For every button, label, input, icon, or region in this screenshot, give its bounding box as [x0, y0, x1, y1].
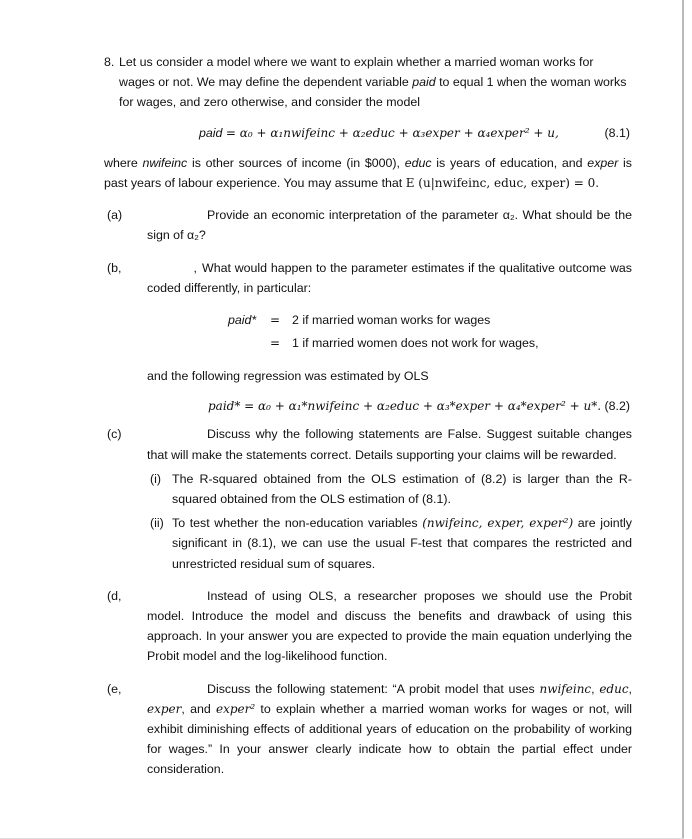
question-intro — [104, 52, 632, 113]
case-2-equals: = — [270, 336, 281, 351]
intro-text-2: to equal 1 when the woman works for wages, and zero otherwise, and consider the model — [119, 75, 627, 110]
where-text-2: is other sources of income (in $000), — [191, 155, 400, 170]
part-b — [104, 258, 632, 417]
equation-8-2-label: (8.2) — [604, 399, 630, 414]
statement-i — [147, 469, 632, 509]
part-c — [104, 424, 632, 573]
part-a-label: (a) — [107, 208, 123, 223]
eq1-lhs: paid — [199, 125, 223, 140]
part-d — [104, 586, 632, 667]
part-e-var-educ: educ — [599, 681, 629, 696]
part-e: (e, Discuss the following statement: “A probit model that uses nwifeinc, educ, exper, and exper² to explain whether a married woman works for wages or not, will exhibit diminishing effects of additional years of education on the probability of working for wages.” In your answer clearly indicate how to obtain the partial effect under consideration. — [104, 679, 632, 780]
var-educ: educ — [404, 155, 432, 170]
part-e-var-exper-sq: exper² — [215, 701, 256, 716]
part-b-text: What would happen to the parameter estimates if the qualitative outcome was coded differently, in particular: — [147, 260, 632, 295]
part-e-var-nwifeinc: nwifeinc — [539, 681, 592, 696]
statement-i-text: The R-squared obtained from the OLS estimation of (8.2) is larger than the R-squared obtained from the OLS estimation of (8.1). — [172, 471, 632, 507]
statement-ii-math: (nwifeinc, exper, exper²) — [422, 516, 574, 531]
part-a — [104, 205, 632, 245]
page-right-border — [682, 0, 684, 839]
part-c-text: Discuss why the following statements are False. Suggest suitable changes that will make the statements correct. Details supporting your claims will be rewarded. — [147, 427, 632, 462]
equation-8-1-label: (8.1) — [604, 125, 630, 140]
equation-8-1-body — [199, 123, 559, 143]
case-2: 1 if married women does not work for wages, — [292, 336, 539, 351]
coding-cases — [147, 310, 632, 354]
part-e-text-2: to explain whether a married woman works for wages or not, will exhibit diminishing effects of additional years of education on the probability of working for wages.” In your answer clearly indicate how to obtain the partial effect under consideration. — [147, 701, 632, 777]
where-text-1: where — [104, 155, 138, 170]
variable-definitions — [104, 153, 632, 193]
part-a-text: Provide an economic interpretation of the parameter α₂. What should be the sign of α₂? — [147, 208, 632, 243]
question-page — [104, 52, 632, 780]
part-b-after: and the following regression was estimated by OLS — [147, 369, 429, 384]
case-lhs: paid* — [228, 313, 257, 328]
question-number: 8. — [104, 55, 115, 69]
var-nwifeinc: nwifeinc — [142, 155, 188, 170]
where-text-3: is years of education, and — [436, 155, 583, 170]
where-text-4: is past years of labour experience. You may assume that — [104, 155, 632, 190]
intro-paid-var: paid — [412, 75, 436, 90]
part-b-label: (b, — [107, 260, 122, 275]
case-1-equals: = — [270, 313, 281, 328]
part-c-statements — [147, 469, 632, 574]
statement-ii-text-2: are jointly significant in (8.1), we can use the usual F-test that compares the restricted and unrestricted residual sum of squares. — [172, 516, 632, 571]
part-e-label: (e, — [107, 681, 122, 696]
equation-8-1 — [104, 123, 632, 143]
part-d-text: Instead of using OLS, a researcher proposes we should use the Probit model. Introduce the model and discuss the benefits and drawback of using this approach. In your answer you are expected to provide the main equation underlying the Probit model and the log-likelihood function. — [147, 588, 632, 664]
equation-8-2-body: paid* = α₀ + α₁*nwifeinc + α₂educ + α₃*exper + α₄*exper² + u*. — [208, 399, 602, 414]
part-e-var-exper: exper — [147, 701, 182, 716]
part-e-and: and — [190, 701, 211, 716]
part-c-label: (c) — [107, 427, 122, 442]
intro-text: Let us consider a model where we want to explain whether a married woman works for wages or not. We may define the dependent variable — [119, 55, 594, 90]
var-exper: exper — [587, 155, 619, 170]
case-1: 2 if married woman works for wages — [292, 313, 491, 328]
statement-i-label: (i) — [150, 471, 162, 486]
statement-ii-label: (ii) — [150, 516, 164, 531]
part-e-text-1: Discuss the following statement: “A probit model that uses — [207, 681, 535, 696]
part-d-label: (d, — [107, 588, 122, 603]
part-b-mark: , — [193, 260, 197, 275]
equation-8-2 — [147, 396, 632, 416]
statement-ii — [147, 513, 632, 574]
statement-ii-text-1: To test whether the non-education variables — [172, 516, 418, 531]
eq1-rhs: = α₀ + α₁nwifeinc + α₂educ + α₃exper + α₄exper² + u, — [225, 125, 559, 140]
zero-conditional-mean: E (u|nwifeinc, educ, exper) = 0. — [405, 176, 600, 190]
